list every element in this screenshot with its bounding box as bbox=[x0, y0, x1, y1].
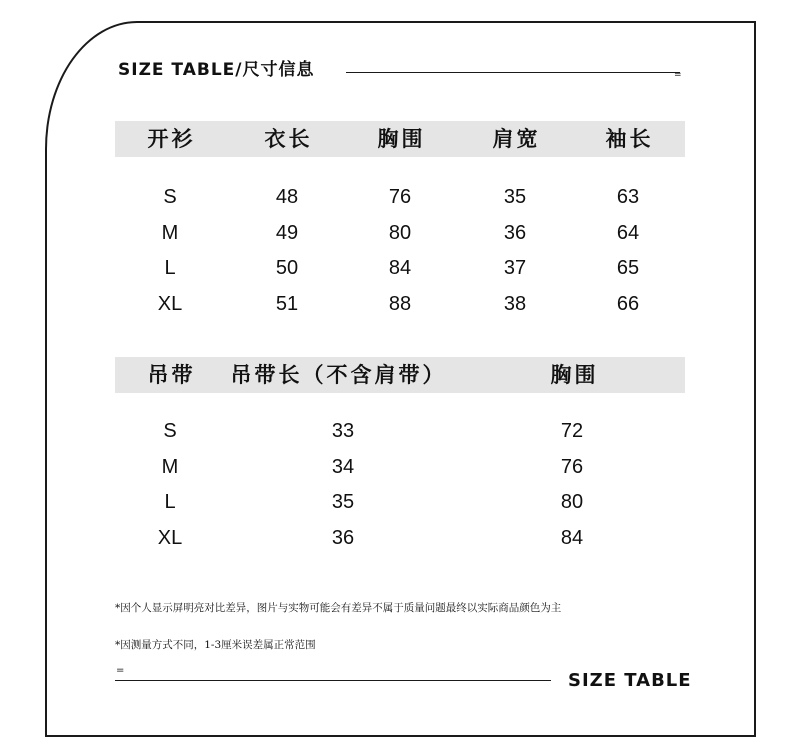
table-cell: 48 bbox=[275, 186, 299, 208]
header-cell: 开衫 bbox=[147, 126, 196, 151]
table-cell: 65 bbox=[616, 257, 640, 279]
table-row bbox=[115, 489, 685, 515]
table-cell: 37 bbox=[503, 257, 527, 279]
table-cell: 34 bbox=[331, 456, 355, 478]
size-cell: L bbox=[164, 257, 176, 279]
header-cell: 胸围 bbox=[377, 126, 426, 151]
table-cell: 88 bbox=[388, 293, 412, 315]
table-cell: 84 bbox=[560, 527, 584, 549]
table-cell: 49 bbox=[275, 222, 299, 244]
title-mark: = bbox=[674, 70, 682, 80]
table-cell: 80 bbox=[388, 222, 412, 244]
table-cell: 51 bbox=[275, 293, 299, 315]
table-row bbox=[115, 525, 685, 551]
header-cell: 袖长 bbox=[605, 126, 654, 151]
table-cell: 35 bbox=[503, 186, 527, 208]
size-cell: S bbox=[163, 420, 177, 442]
table-cell: 76 bbox=[388, 186, 412, 208]
size-cell: S bbox=[163, 186, 177, 208]
table-row bbox=[115, 255, 685, 281]
title-rule bbox=[346, 72, 680, 73]
table-cell: 36 bbox=[503, 222, 527, 244]
table-cell: 72 bbox=[560, 420, 584, 442]
header-cell: 吊带长（不含肩带） bbox=[230, 362, 447, 387]
table-cell: 38 bbox=[503, 293, 527, 315]
table-row bbox=[115, 291, 685, 317]
footer-label: SIZE TABLE bbox=[568, 670, 692, 691]
table-cell: 64 bbox=[616, 222, 640, 244]
table-cell: 66 bbox=[616, 293, 640, 315]
table-row bbox=[115, 220, 685, 246]
page-title: SIZE TABLE/尺寸信息 bbox=[118, 60, 315, 80]
table-cell: 80 bbox=[560, 491, 584, 513]
header-cell: 胸围 bbox=[550, 362, 599, 387]
table-cell: 76 bbox=[560, 456, 584, 478]
footer-mark: = bbox=[116, 665, 125, 676]
table-cell: 35 bbox=[331, 491, 355, 513]
header-cell: 肩宽 bbox=[492, 126, 541, 151]
note-measurement-tolerance: *因测量方式不同，1-3厘米误差属正常范围 bbox=[115, 639, 316, 651]
table-cell: 33 bbox=[331, 420, 355, 442]
table-cell: 84 bbox=[388, 257, 412, 279]
table-row bbox=[115, 184, 685, 210]
camisole-table-header bbox=[115, 357, 685, 393]
table-row bbox=[115, 454, 685, 480]
size-cell: L bbox=[164, 491, 176, 513]
size-cell: XL bbox=[157, 527, 183, 549]
size-cell: M bbox=[161, 222, 179, 244]
table-cell: 50 bbox=[275, 257, 299, 279]
note-color-disclaimer: *因个人显示屏明亮对比差异，图片与实物可能会有差异不属于质量问题最终以实际商品颜色为主 bbox=[115, 602, 562, 614]
size-cell: XL bbox=[157, 293, 183, 315]
table-cell: 63 bbox=[616, 186, 640, 208]
table-row bbox=[115, 418, 685, 444]
table-cell: 36 bbox=[331, 527, 355, 549]
size-cell: M bbox=[161, 456, 179, 478]
cardigan-table-header bbox=[115, 121, 685, 157]
header-cell: 吊带 bbox=[147, 362, 196, 387]
footer-rule bbox=[115, 680, 551, 681]
header-cell: 衣长 bbox=[264, 126, 313, 151]
